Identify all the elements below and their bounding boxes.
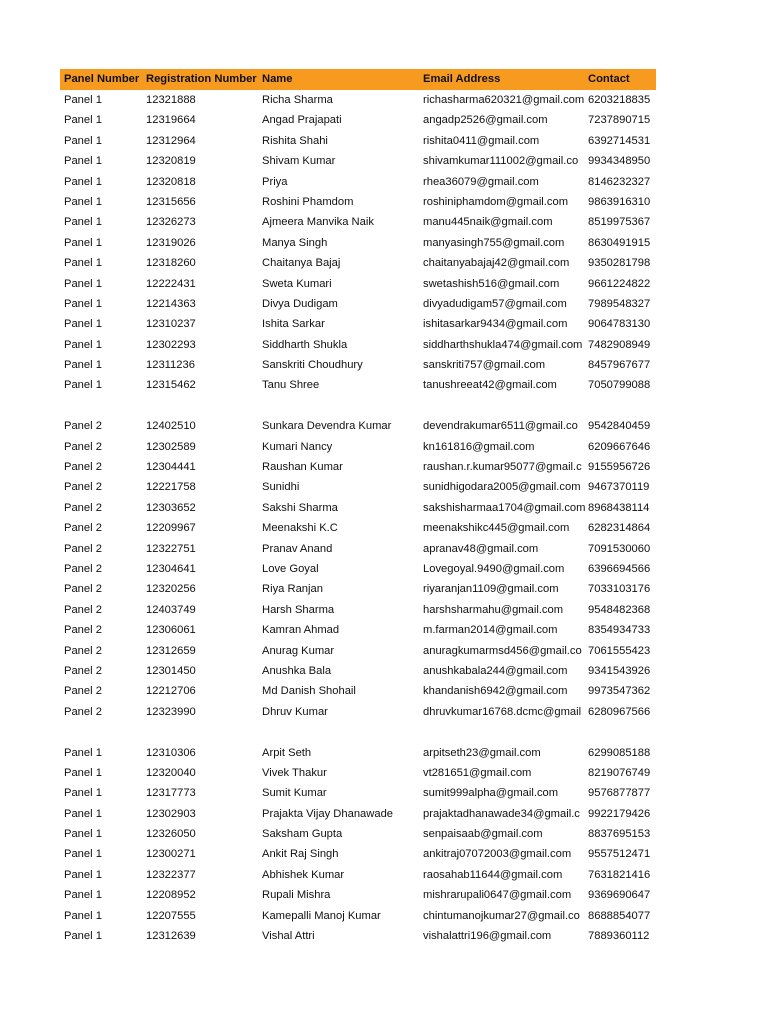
table-row bbox=[60, 314, 656, 334]
table-row bbox=[60, 274, 656, 294]
cell-registration-number[interactable]: 12212706 bbox=[146, 685, 196, 698]
header-panel-number[interactable]: Panel Number bbox=[64, 73, 140, 85]
cell-contact[interactable]: 9934348950 bbox=[588, 155, 651, 168]
cell-registration-number[interactable]: 12326050 bbox=[146, 828, 196, 841]
table-row bbox=[60, 906, 656, 926]
cell-panel-number[interactable]: Panel 2 bbox=[64, 440, 102, 453]
cell-contact[interactable]: 7091530060 bbox=[588, 542, 651, 555]
cell-email-address[interactable]: dhruvkumar16768.dcmc@gmail bbox=[423, 705, 582, 718]
cell-email-address[interactable]: meenakshikc445@gmail.com bbox=[423, 522, 570, 535]
cell-email-address[interactable]: khandanish6942@gmail.com bbox=[423, 685, 568, 698]
cell-email-address[interactable]: manyasingh755@gmail.com bbox=[423, 236, 565, 249]
cell-name[interactable]: Kamran Ahmad bbox=[262, 624, 340, 637]
cell-panel-number[interactable]: Panel 2 bbox=[64, 664, 102, 677]
cell-registration-number[interactable]: 12322751 bbox=[146, 542, 196, 555]
table-row bbox=[60, 600, 656, 620]
cell-panel-number[interactable]: Panel 1 bbox=[64, 338, 102, 351]
cell-panel-number[interactable]: Panel 2 bbox=[64, 481, 102, 494]
cell-registration-number[interactable]: 12222431 bbox=[146, 277, 196, 290]
cell-name[interactable]: Md Danish Shohail bbox=[262, 685, 356, 698]
cell-registration-number[interactable]: 12303652 bbox=[146, 501, 196, 514]
cell-email-address[interactable]: raushan.r.kumar95077@gmail.c bbox=[423, 461, 582, 474]
table-row bbox=[60, 457, 656, 477]
cell-registration-number[interactable]: 12319026 bbox=[146, 236, 196, 249]
cell-registration-number[interactable]: 12311236 bbox=[146, 359, 195, 372]
cell-panel-number[interactable]: Panel 1 bbox=[64, 216, 102, 229]
cell-contact[interactable]: 7033103176 bbox=[588, 583, 651, 596]
cell-panel-number[interactable]: Panel 1 bbox=[64, 114, 102, 127]
cell-registration-number[interactable]: 12214363 bbox=[146, 297, 196, 310]
cell-name[interactable]: Anushka Bala bbox=[262, 664, 332, 677]
cell-registration-number[interactable]: 12323990 bbox=[146, 705, 196, 718]
cell-name[interactable]: Abhishek Kumar bbox=[262, 868, 345, 881]
cell-registration-number[interactable]: 12302589 bbox=[146, 440, 196, 453]
table-row bbox=[60, 661, 656, 681]
cell-email-address[interactable]: mishrarupali0647@gmail.com bbox=[423, 889, 572, 902]
table-row bbox=[60, 865, 656, 885]
cell-panel-number[interactable]: Panel 2 bbox=[64, 420, 102, 433]
cell-name[interactable]: Prajakta Vijay Dhanawade bbox=[262, 807, 394, 820]
table-row bbox=[60, 151, 656, 171]
cell-contact[interactable]: 6203218835 bbox=[588, 94, 651, 106]
cell-name[interactable]: Siddharth Shukla bbox=[262, 338, 348, 351]
cell-panel-number[interactable]: Panel 2 bbox=[64, 522, 102, 535]
cell-registration-number[interactable]: 12312639 bbox=[146, 930, 196, 943]
table-row bbox=[60, 477, 656, 497]
cell-registration-number[interactable]: 12320818 bbox=[146, 175, 196, 188]
cell-name[interactable]: Sweta Kumari bbox=[262, 277, 332, 290]
cell-registration-number[interactable]: 12221758 bbox=[146, 481, 196, 494]
cell-panel-number[interactable]: Panel 1 bbox=[64, 889, 102, 902]
cell-contact[interactable]: 9064783130 bbox=[588, 318, 651, 331]
table-row bbox=[60, 355, 656, 375]
cell-email-address[interactable]: rhea36079@gmail.com bbox=[423, 175, 539, 188]
table-row bbox=[60, 579, 656, 599]
cell-panel-number[interactable]: Panel 1 bbox=[64, 359, 102, 372]
cell-email-address[interactable]: rishita0411@gmail.com bbox=[423, 134, 540, 147]
cell-panel-number[interactable]: Panel 1 bbox=[64, 787, 102, 800]
cell-email-address[interactable]: devendrakumar6511@gmail.co bbox=[423, 420, 578, 433]
cell-panel-number[interactable]: Panel 1 bbox=[64, 297, 102, 310]
cell-contact[interactable]: 7989548327 bbox=[588, 297, 651, 310]
cell-registration-number[interactable]: 12207555 bbox=[146, 909, 196, 922]
cell-contact[interactable]: 9548482368 bbox=[588, 603, 651, 616]
cell-contact[interactable]: 6392714531 bbox=[588, 134, 651, 147]
cell-email-address[interactable]: sunidhigodara2005@gmail.com bbox=[423, 481, 581, 494]
cell-email-address[interactable]: tanushreeat42@gmail.com bbox=[423, 379, 557, 392]
cell-panel-number[interactable]: Panel 2 bbox=[64, 542, 102, 555]
cell-name[interactable]: Ankit Raj Singh bbox=[262, 848, 339, 861]
cell-email-address[interactable]: Lovegoyal.9490@gmail.com bbox=[423, 562, 565, 575]
cell-contact[interactable]: 6209667646 bbox=[588, 440, 651, 453]
table-row bbox=[60, 172, 656, 192]
cell-panel-number[interactable]: Panel 2 bbox=[64, 583, 102, 596]
cell-panel-number[interactable]: Panel 2 bbox=[64, 685, 102, 698]
cell-panel-number[interactable]: Panel 2 bbox=[64, 644, 102, 657]
cell-email-address[interactable]: kn161816@gmail.com bbox=[423, 440, 535, 453]
cell-email-address[interactable]: angadp2526@gmail.com bbox=[423, 114, 548, 127]
cell-registration-number[interactable]: 12312964 bbox=[146, 134, 196, 147]
cell-name[interactable]: Ishita Sarkar bbox=[262, 318, 325, 331]
table-row bbox=[60, 804, 656, 824]
cell-registration-number[interactable]: 12321888 bbox=[146, 94, 196, 106]
cell-registration-number[interactable]: 12322377 bbox=[146, 868, 196, 881]
table-row bbox=[60, 783, 656, 803]
cell-contact[interactable]: 8837695153 bbox=[588, 828, 651, 841]
cell-registration-number[interactable]: 12315462 bbox=[146, 379, 196, 392]
cell-panel-number[interactable]: Panel 2 bbox=[64, 461, 102, 474]
cell-name[interactable]: Kumari Nancy bbox=[262, 440, 333, 453]
cell-registration-number[interactable]: 12317773 bbox=[146, 787, 196, 800]
table-row bbox=[60, 702, 656, 722]
cell-contact[interactable]: 9155956726 bbox=[588, 461, 651, 474]
cell-registration-number[interactable]: 12208952 bbox=[146, 889, 196, 902]
cell-email-address[interactable]: apranav48@gmail.com bbox=[423, 542, 539, 555]
cell-panel-number[interactable]: Panel 2 bbox=[64, 705, 102, 718]
table-row bbox=[60, 620, 656, 640]
table-row bbox=[60, 763, 656, 783]
cell-email-address[interactable]: ankitraj07072003@gmail.com bbox=[423, 848, 572, 861]
cell-panel-number[interactable]: Panel 1 bbox=[64, 257, 102, 270]
table-row bbox=[60, 539, 656, 559]
cell-contact[interactable]: 7482908949 bbox=[588, 338, 651, 351]
blank-row bbox=[60, 722, 656, 742]
cell-panel-number[interactable]: Panel 1 bbox=[64, 155, 102, 168]
cell-contact[interactable]: 9341543926 bbox=[588, 664, 651, 677]
cell-registration-number[interactable]: 12326273 bbox=[146, 216, 196, 229]
cell-name[interactable]: Rishita Shahi bbox=[262, 134, 328, 147]
cell-contact[interactable]: 8630491915 bbox=[588, 236, 651, 249]
table-row bbox=[60, 885, 656, 905]
cell-email-address[interactable]: raosahab11644@gmail.com bbox=[423, 868, 563, 881]
cell-email-address[interactable]: prajaktadhanawade34@gmail.c bbox=[423, 807, 580, 820]
cell-email-address[interactable]: chaitanyabajaj42@gmail.com bbox=[423, 257, 570, 270]
cell-panel-number[interactable]: Panel 1 bbox=[64, 134, 102, 147]
cell-name[interactable]: Sumit Kumar bbox=[262, 787, 327, 800]
cell-registration-number[interactable]: 12306061 bbox=[146, 624, 196, 637]
cell-panel-number[interactable]: Panel 1 bbox=[64, 766, 102, 779]
cell-panel-number[interactable]: Panel 1 bbox=[64, 379, 102, 392]
header-registration-number[interactable]: Registration Number bbox=[146, 73, 257, 85]
cell-email-address[interactable]: m.farman2014@gmail.com bbox=[423, 624, 558, 637]
cell-name[interactable]: Chaitanya Bajaj bbox=[262, 257, 341, 270]
cell-panel-number[interactable]: Panel 2 bbox=[64, 501, 102, 514]
cell-name[interactable]: Riya Ranjan bbox=[262, 583, 323, 596]
cell-registration-number[interactable]: 12310237 bbox=[146, 318, 196, 331]
cell-name[interactable]: Harsh Sharma bbox=[262, 603, 335, 616]
cell-email-address[interactable]: divyadudigam57@gmail.com bbox=[423, 297, 567, 310]
cell-panel-number[interactable]: Panel 1 bbox=[64, 318, 102, 331]
cell-name[interactable]: Shivam Kumar bbox=[262, 155, 336, 168]
table-row bbox=[60, 518, 656, 538]
cell-panel-number[interactable]: Panel 2 bbox=[64, 562, 102, 575]
cell-email-address[interactable]: manu445naik@gmail.com bbox=[423, 216, 553, 229]
cell-email-address[interactable]: chintumanojkumar27@gmail.co bbox=[423, 909, 580, 922]
table-row bbox=[60, 233, 656, 253]
cell-name[interactable]: Saksham Gupta bbox=[262, 828, 343, 841]
cell-contact[interactable]: 8146232327 bbox=[588, 175, 651, 188]
cell-contact[interactable]: 9576877877 bbox=[588, 787, 651, 800]
table-body bbox=[60, 90, 656, 946]
cell-contact[interactable]: 9542840459 bbox=[588, 420, 651, 433]
table-row bbox=[60, 437, 656, 457]
cell-name[interactable]: Vishal Attri bbox=[262, 930, 315, 943]
table-row bbox=[60, 90, 656, 110]
cell-panel-number[interactable]: Panel 2 bbox=[64, 624, 102, 637]
cell-contact[interactable]: 9557512471 bbox=[588, 848, 651, 861]
cell-registration-number[interactable]: 12302903 bbox=[146, 807, 196, 820]
cell-contact[interactable]: 9973547362 bbox=[588, 685, 651, 698]
table-row bbox=[60, 416, 656, 436]
cell-name[interactable]: Pranav Anand bbox=[262, 542, 333, 555]
cell-email-address[interactable]: riyaranjan1109@gmail.com bbox=[423, 583, 559, 596]
cell-panel-number[interactable]: Panel 1 bbox=[64, 175, 102, 188]
cell-contact[interactable]: 9369690647 bbox=[588, 889, 651, 902]
cell-registration-number[interactable]: 12320040 bbox=[146, 766, 196, 779]
cell-contact[interactable]: 6396694566 bbox=[588, 562, 651, 575]
cell-contact[interactable]: 9922179426 bbox=[588, 807, 651, 820]
cell-contact[interactable]: 8519975367 bbox=[588, 216, 651, 229]
cell-contact[interactable]: 6280967566 bbox=[588, 705, 651, 718]
cell-name[interactable]: Richa Sharma bbox=[262, 94, 333, 106]
table-row bbox=[60, 294, 656, 314]
cell-name[interactable]: Anurag Kumar bbox=[262, 644, 335, 657]
table-row bbox=[60, 743, 656, 763]
cell-panel-number[interactable]: Panel 2 bbox=[64, 603, 102, 616]
cell-contact[interactable]: 7061555423 bbox=[588, 644, 651, 657]
cell-email-address[interactable]: anuragkumarmsd456@gmail.co bbox=[423, 644, 582, 657]
cell-panel-number[interactable]: Panel 1 bbox=[64, 236, 102, 249]
cell-registration-number[interactable]: 12318260 bbox=[146, 257, 196, 270]
cell-name[interactable]: Dhruv Kumar bbox=[262, 705, 328, 718]
cell-email-address[interactable]: siddharthshukla474@gmail.com bbox=[423, 338, 583, 351]
cell-email-address[interactable]: arpitseth23@gmail.com bbox=[423, 746, 541, 759]
table-row bbox=[60, 375, 656, 395]
cell-registration-number[interactable]: 12315656 bbox=[146, 195, 196, 208]
table-row bbox=[60, 335, 656, 355]
cell-registration-number[interactable]: 12312659 bbox=[146, 644, 196, 657]
cell-panel-number[interactable]: Panel 1 bbox=[64, 909, 102, 922]
table-row bbox=[60, 926, 656, 946]
cell-contact[interactable]: 7889360112 bbox=[588, 930, 650, 943]
cell-name[interactable]: Priya bbox=[262, 175, 288, 188]
cell-name[interactable]: Meenakshi K.C bbox=[262, 522, 338, 535]
cell-panel-number[interactable]: Panel 1 bbox=[64, 277, 102, 290]
table-row bbox=[60, 844, 656, 864]
cell-email-address[interactable]: sanskriti757@gmail.com bbox=[423, 359, 546, 372]
table-row bbox=[60, 110, 656, 130]
blank-row bbox=[60, 396, 656, 416]
cell-panel-number[interactable]: Panel 1 bbox=[64, 828, 102, 841]
cell-panel-number[interactable]: Panel 1 bbox=[64, 930, 102, 943]
cell-email-address[interactable]: swetashish516@gmail.com bbox=[423, 277, 560, 290]
cell-registration-number[interactable]: 12300271 bbox=[146, 848, 196, 861]
cell-email-address[interactable]: vishalattri196@gmail.com bbox=[423, 930, 552, 943]
header-name[interactable]: Name bbox=[262, 73, 293, 85]
cell-panel-number[interactable]: Panel 1 bbox=[64, 807, 102, 820]
cell-name[interactable]: Sunidhi bbox=[262, 481, 300, 494]
cell-email-address[interactable]: harshsharmahu@gmail.com bbox=[423, 603, 564, 616]
cell-name[interactable]: Kamepalli Manoj Kumar bbox=[262, 909, 381, 922]
table-row bbox=[60, 498, 656, 518]
cell-email-address[interactable]: senpaisaab@gmail.com bbox=[423, 828, 543, 841]
table-row bbox=[60, 131, 656, 151]
cell-contact[interactable]: 8457967677 bbox=[588, 359, 651, 372]
cell-registration-number[interactable]: 12403749 bbox=[146, 603, 196, 616]
cell-name[interactable]: Arpit Seth bbox=[262, 746, 312, 759]
cell-contact[interactable]: 7631821416 bbox=[588, 868, 651, 881]
header-contact[interactable]: Contact bbox=[588, 73, 630, 85]
cell-name[interactable]: Ajmeera Manvika Naik bbox=[262, 216, 374, 229]
cell-registration-number[interactable]: 12320256 bbox=[146, 583, 196, 596]
table-row bbox=[60, 212, 656, 232]
cell-email-address[interactable]: shivamkumar111002@gmail.co bbox=[423, 155, 579, 168]
table-row bbox=[60, 559, 656, 579]
cell-contact[interactable]: 9863916310 bbox=[588, 195, 651, 208]
cell-panel-number[interactable]: Panel 1 bbox=[64, 195, 102, 208]
cell-email-address[interactable]: sumit999alpha@gmail.com bbox=[423, 787, 559, 800]
cell-email-address[interactable]: roshiniphamdom@gmail.com bbox=[423, 195, 569, 208]
cell-email-address[interactable]: sakshisharmaa1704@gmail.com bbox=[423, 501, 586, 514]
cell-contact[interactable]: 8354934733 bbox=[588, 624, 651, 637]
header-email-address[interactable]: Email Address bbox=[423, 73, 501, 85]
cell-contact[interactable]: 7050799088 bbox=[588, 379, 651, 392]
cell-registration-number[interactable]: 12301450 bbox=[146, 664, 196, 677]
cell-contact[interactable]: 8688854077 bbox=[588, 909, 651, 922]
cell-email-address[interactable]: richasharma620321@gmail.com bbox=[423, 94, 585, 106]
cell-registration-number[interactable]: 12319664 bbox=[146, 114, 196, 127]
table-row bbox=[60, 253, 656, 273]
cell-name[interactable]: Vivek Thakur bbox=[262, 766, 327, 779]
cell-panel-number[interactable]: Panel 1 bbox=[64, 746, 102, 759]
table-row bbox=[60, 641, 656, 661]
cell-name[interactable]: Sanskriti Choudhury bbox=[262, 359, 363, 372]
cell-contact[interactable]: 9350281798 bbox=[588, 257, 651, 270]
cell-contact[interactable]: 8219076749 bbox=[588, 766, 651, 779]
cell-contact[interactable]: 7237890715 bbox=[588, 114, 651, 127]
table-row bbox=[60, 824, 656, 844]
cell-panel-number[interactable]: Panel 1 bbox=[64, 848, 102, 861]
cell-email-address[interactable]: anushkabala244@gmail.com bbox=[423, 664, 568, 677]
cell-contact[interactable]: 9467370119 bbox=[588, 481, 650, 494]
cell-registration-number[interactable]: 12310306 bbox=[146, 746, 196, 759]
header-row bbox=[60, 69, 656, 90]
cell-registration-number[interactable]: 12209967 bbox=[146, 522, 196, 535]
cell-registration-number[interactable]: 12320819 bbox=[146, 155, 196, 168]
cell-name[interactable]: Angad Prajapati bbox=[262, 114, 342, 127]
cell-panel-number[interactable]: Panel 1 bbox=[64, 94, 102, 106]
cell-panel-number[interactable]: Panel 1 bbox=[64, 868, 102, 881]
cell-name[interactable]: Manya Singh bbox=[262, 236, 328, 249]
cell-name[interactable]: Love Goyal bbox=[262, 562, 319, 575]
cell-email-address[interactable]: ishitasarkar9434@gmail.com bbox=[423, 318, 568, 331]
cell-name[interactable]: Raushan Kumar bbox=[262, 461, 343, 474]
cell-registration-number[interactable]: 12402510 bbox=[146, 420, 196, 433]
cell-name[interactable]: Roshini Phamdom bbox=[262, 195, 354, 208]
cell-contact[interactable]: 6282314864 bbox=[588, 522, 651, 535]
cell-name[interactable]: Divya Dudigam bbox=[262, 297, 338, 310]
cell-email-address[interactable]: vt281651@gmail.com bbox=[423, 766, 532, 779]
cell-registration-number[interactable]: 12304641 bbox=[146, 562, 196, 575]
cell-contact[interactable]: 6299085188 bbox=[588, 746, 651, 759]
cell-name[interactable]: Tanu Shree bbox=[262, 379, 320, 392]
cell-registration-number[interactable]: 12304441 bbox=[146, 461, 196, 474]
cell-name[interactable]: Sunkara Devendra Kumar bbox=[262, 420, 392, 433]
cell-name[interactable]: Rupali Mishra bbox=[262, 889, 331, 902]
table-row bbox=[60, 681, 656, 701]
cell-contact[interactable]: 9661224822 bbox=[588, 277, 651, 290]
cell-contact[interactable]: 8968438114 bbox=[588, 501, 650, 514]
cell-name[interactable]: Sakshi Sharma bbox=[262, 501, 338, 514]
spreadsheet bbox=[60, 69, 656, 946]
cell-registration-number[interactable]: 12302293 bbox=[146, 338, 196, 351]
table-row bbox=[60, 192, 656, 212]
